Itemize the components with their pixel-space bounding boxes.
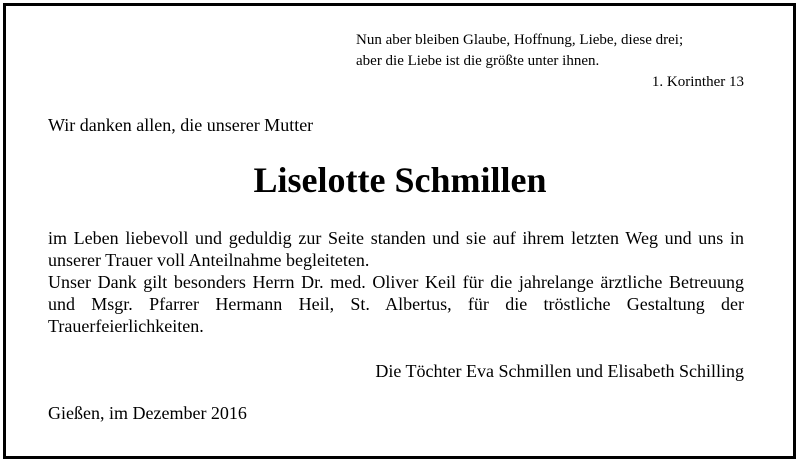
quote-line-1: Nun aber bleiben Glaube, Hoffnung, Liebe, diese drei; <box>356 32 684 48</box>
signature: Die Töchter Eva Schmillen und Elisabeth Schilling <box>375 361 744 381</box>
quote-source: 1. Korinther 13 <box>651 74 744 90</box>
place-date: Gießen, im Dezember 2016 <box>48 403 247 423</box>
body-paragraph-1: im Leben liebevoll und geduldig zur Seite standen und sie auf ihrem letzten Weg und uns in unserer Trauer voll Anteilnahme begleiteten. <box>48 228 744 270</box>
intro-text: Wir danken allen, die unserer Mutter <box>48 115 314 135</box>
body-paragraph-2: Unser Dank gilt besonders Herrn Dr. med. Oliver Keil für die jahrelange ärztliche Betreuung und Msgr. Pfarrer Hermann Heil, St. Albertus, für die tröstliche Gestaltung der Trauerfeierlichkeiten. <box>48 272 744 336</box>
bible-quote <box>356 30 744 93</box>
body-text <box>48 227 744 337</box>
deceased-name: Liselotte Schmillen <box>253 160 547 200</box>
quote-line-2: aber die Liebe ist die größte unter ihnen. <box>356 53 600 69</box>
